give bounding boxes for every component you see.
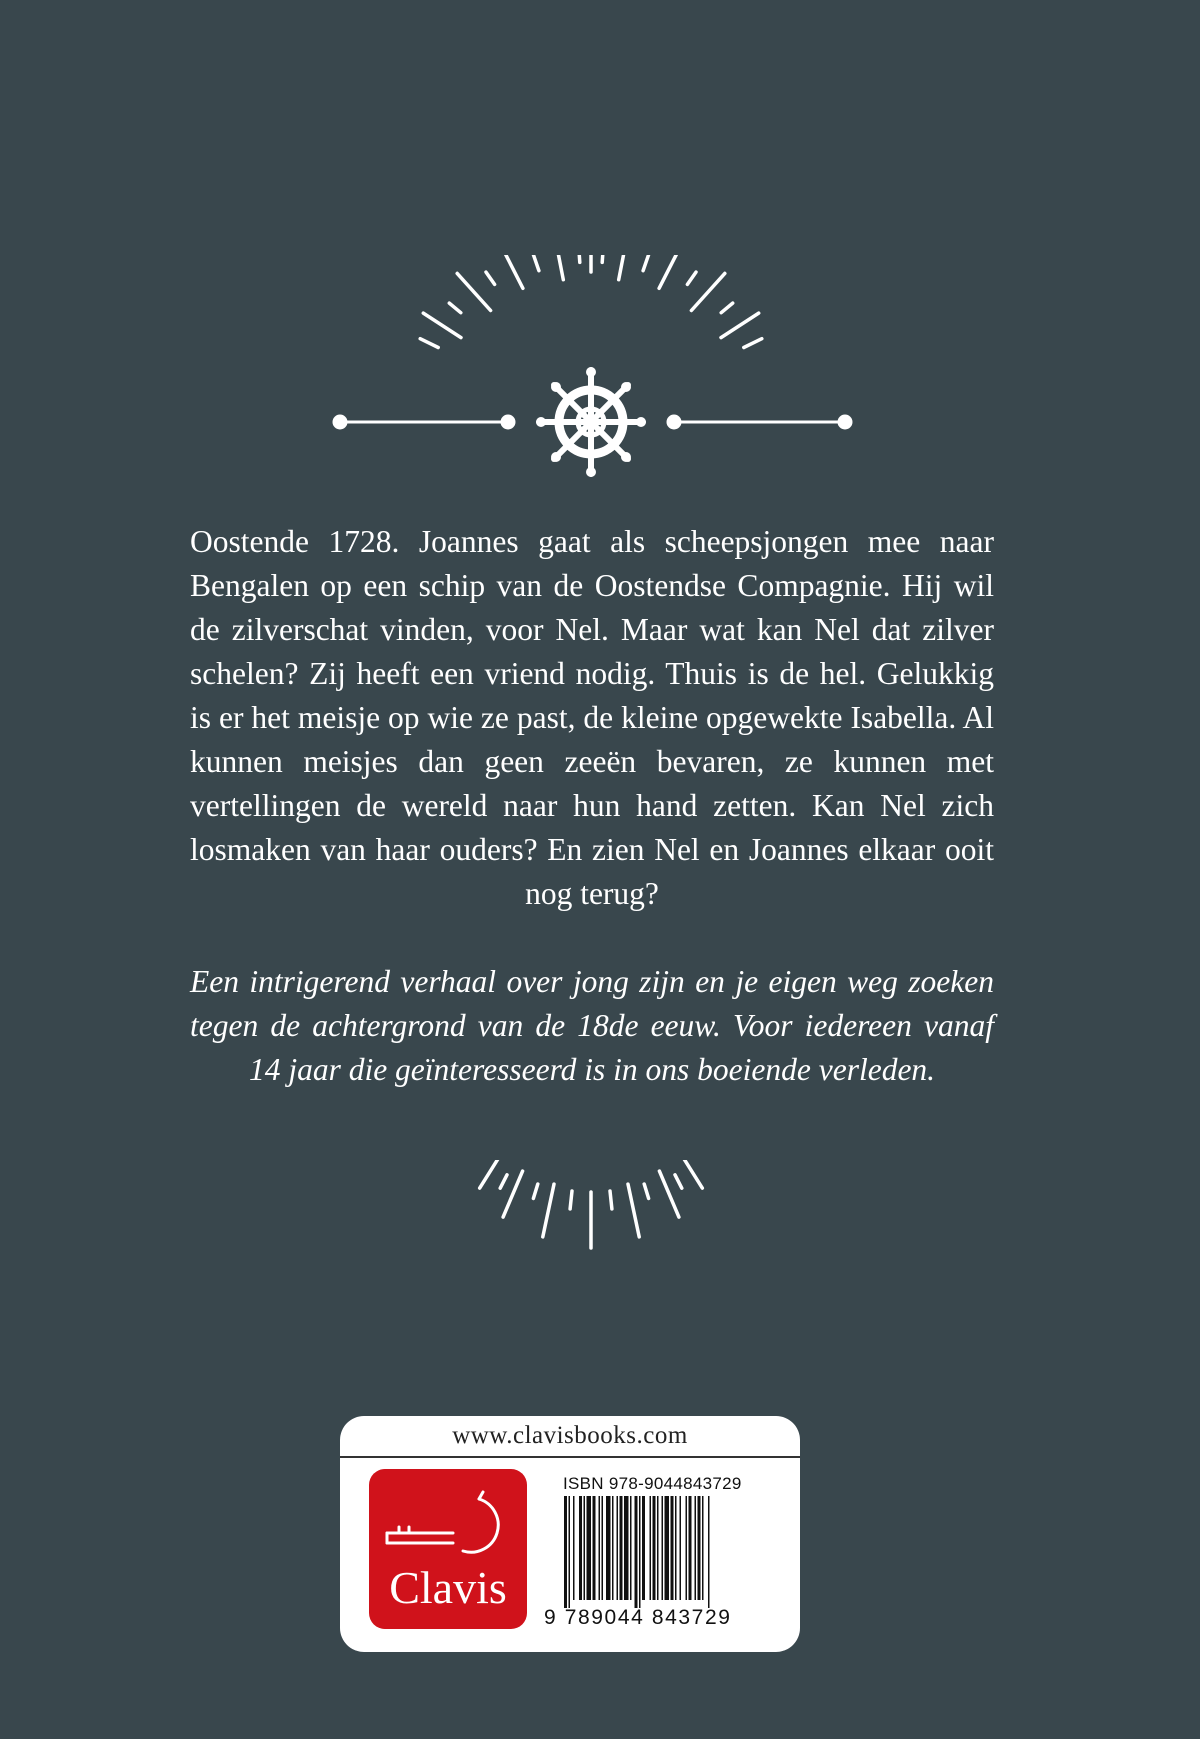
barcode-bar [639,1496,641,1608]
ray [480,1160,504,1188]
ray [420,339,438,348]
sunburst-ornament [0,1160,1200,1270]
barcode-bar [702,1496,704,1600]
barcode-bar [612,1496,614,1600]
barcode-bar [620,1496,623,1600]
barcode-bar [698,1496,701,1600]
isbn: ISBN 978-9044843729 [563,1474,742,1493]
barcode-bar [642,1496,645,1600]
ray [691,273,724,310]
publisher-url: www.clavisbooks.com [452,1422,688,1449]
ray [721,303,733,313]
barcode-bar [584,1496,586,1600]
barcode-bar [593,1496,596,1600]
barcode-bar [653,1496,656,1600]
ray [687,272,696,284]
barcode-bar [630,1496,632,1600]
barcode-bar [617,1496,619,1600]
ship-wheel-ornament [0,255,1200,495]
ray [721,313,759,338]
sunburst-rays [420,255,762,348]
barcode-bar [665,1496,670,1600]
publisher-name: Clavis [389,1562,507,1613]
ray [610,1191,612,1209]
ray [532,255,539,271]
ray [643,255,650,271]
barcode-bar [671,1496,674,1600]
ray [449,303,461,313]
barcode-number: 9 789044 843729 [544,1606,732,1629]
ray [423,313,461,338]
barcode-bar [602,1496,604,1600]
publisher-logo [369,1469,527,1629]
ship-wheel-icon [536,367,646,477]
barcode-bar [686,1496,688,1600]
ray [659,255,682,288]
barcode-bar [569,1496,571,1608]
barcode [562,1496,762,1608]
sunburst-rays [480,1160,703,1248]
blurb-text: Oostende 1728. Joannes gaat als scheepsjongen mee naar Bengalen op een schip van de Oostendse Compagnie. Hij wil de zilverschat vinden, voor Nel. Maar wat kan Nel dat zilver schelen? Zij heeft een vriend nodig. Thuis is de hel. Gelukkig is er het meisje op wie ze past, de kleine opgewekte Isabella. Al kunnen meisjes dan geen zeeën bevaren, ze kunnen met vertellingen de wereld naar hun hand zetten. Kan Nel zich losmaken van haar ouders? En zien Nel en Joannes elkaar ooit nog terug? [190,524,994,911]
key-icon [383,1487,513,1557]
ray [543,1184,554,1237]
barcode-bar [573,1496,575,1600]
ray [500,1175,507,1188]
barcode-bar [689,1496,692,1600]
ray [457,273,490,310]
barcode-bar [606,1496,611,1600]
barcode-bar [680,1496,682,1600]
ray [570,1191,572,1209]
ray [486,272,495,284]
ray [602,255,603,262]
ray [744,339,762,348]
barcode-bar [657,1496,659,1600]
ray [578,255,579,262]
ray [678,1160,702,1188]
ray [675,1175,682,1188]
barcode-bar [579,1496,582,1600]
barcode-bar [650,1496,652,1600]
barcode-bar [635,1496,638,1608]
ray [628,1184,639,1237]
barcode-bar [695,1496,697,1600]
barcode-bar [564,1496,567,1608]
barcode-bar [599,1496,601,1600]
ray [619,255,630,280]
barcode-bar [675,1496,677,1600]
isbn-label [340,1416,800,1652]
barcode-bar [624,1496,629,1600]
ray [644,1184,648,1198]
ray [553,255,564,280]
tagline-text: Een intrigerend verhaal over jong zijn en je eigen weg zoeken tegen de achtergrond van de 18de eeuw. Voor iedereen vanaf 14 jaar die geïnteresseerd is in ons boeiende verleden. [190,964,994,1087]
ray [500,255,523,288]
ray [533,1184,537,1198]
divider [340,1456,800,1458]
barcode-bar [662,1496,664,1600]
barcode-bar [708,1496,710,1608]
barcode-bar [587,1496,592,1600]
